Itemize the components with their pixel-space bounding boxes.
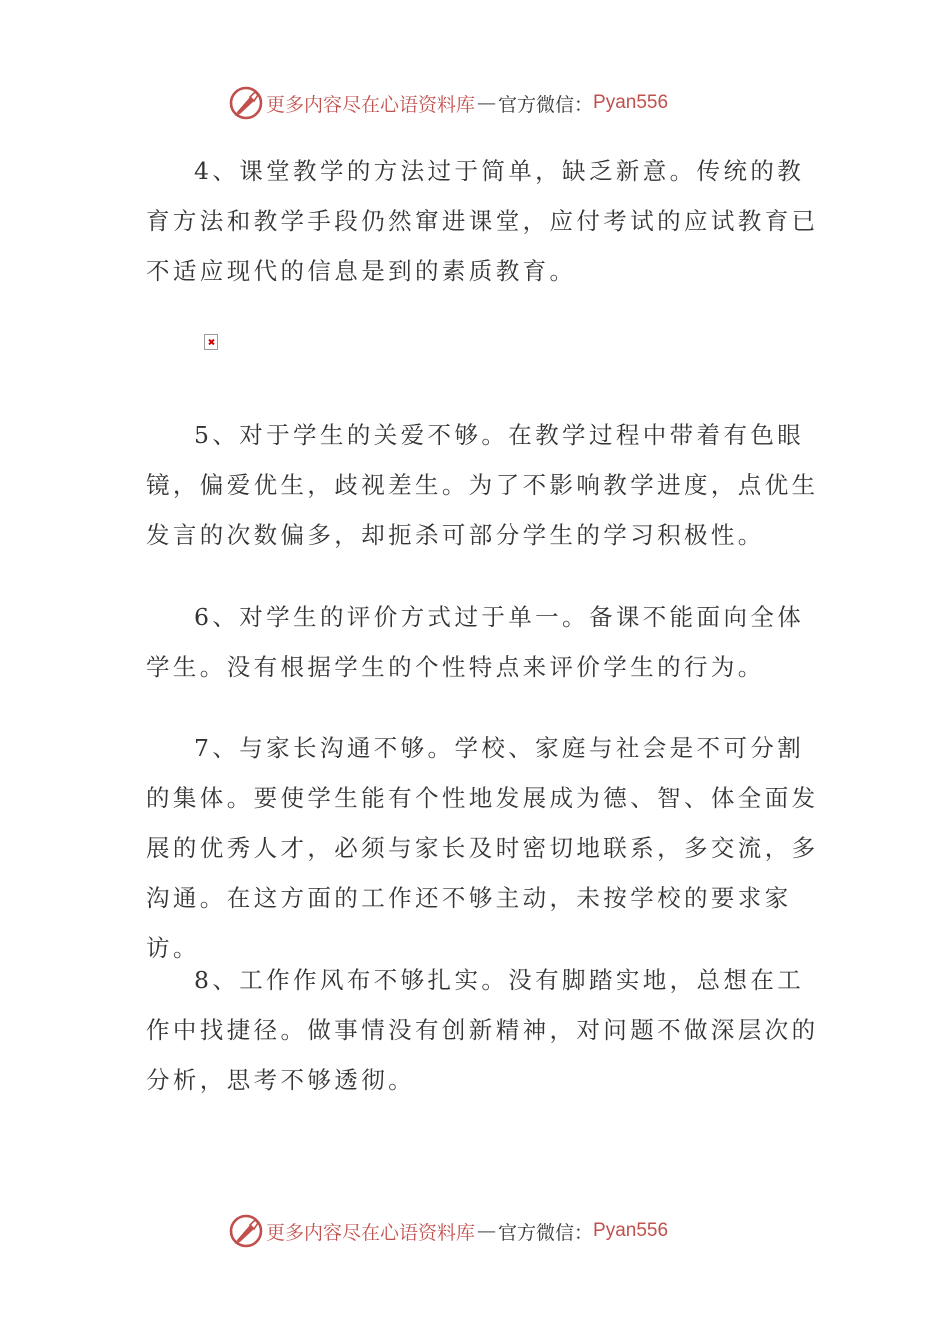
paragraph-5: 5、对于学生的关爱不够。在教学过程中带着有色眼镜，偏爱优生，歧视差生。为了不影响教学进度，点优生发言的次数偏多，却扼杀可部分学生的学习积极性。 <box>146 421 819 549</box>
pen-nib-logo-icon <box>228 85 264 121</box>
paragraph-8: 8、工作作风布不够扎实。没有脚踏实地，总想在工作中找捷径。做事情没有创新精神，对问题不做深层次的分析，思考不够透彻。 <box>146 966 819 1094</box>
paragraph-6: 6、对学生的评价方式过于单一。备课不能面向全体学生。没有根据学生的个性特点来评价学生的行为。 <box>146 603 805 681</box>
header-banner <box>0 83 950 123</box>
footer-wechat-label: 官方微信： <box>498 1221 594 1244</box>
paragraph-7: 7、与家长沟通不够。学校、家庭与社会是不可分割的集体。要使学生能有个性地发展成为德、智、体全面发展的优秀人才，必须与家长及时密切地联系，多交流，多沟通。在这方面的工作还不够主动，未按学校的要求家访。 <box>146 734 819 962</box>
footer-banner-inner <box>228 1211 668 1251</box>
header-wechat-label: 官方微信： <box>498 93 594 116</box>
paragraph-4: 4、课堂教学的方法过于简单，缺乏新意。传统的教育方法和教学手段仍然窜进课堂，应付考试的应试教育已不适应现代的信息是到的素质教育。 <box>146 157 819 285</box>
footer-wechat-id: Pyan556 <box>593 1220 669 1241</box>
header-wechat-id: Pyan556 <box>593 92 669 113</box>
header-dash: — <box>477 92 497 114</box>
pen-nib-logo-icon <box>228 1213 264 1249</box>
header-site-text: 更多内容尽在心语资料库 <box>266 93 476 116</box>
footer-site-text: 更多内容尽在心语资料库 <box>266 1221 476 1244</box>
footer-banner <box>0 1211 950 1251</box>
footer-dash: — <box>477 1220 497 1242</box>
broken-image-icon <box>204 334 218 350</box>
header-banner-inner <box>228 83 668 123</box>
